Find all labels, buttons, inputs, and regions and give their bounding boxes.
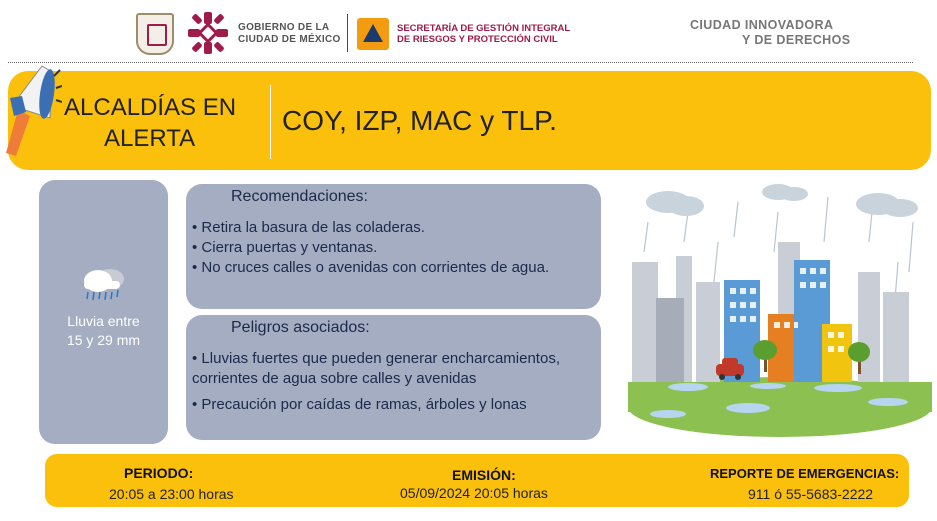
header [0,0,937,62]
periodo-label: PERIODO: [124,465,194,481]
rain-amount-text [40,312,167,350]
gobierno-line1: GOBIERNO DE LA [238,22,330,33]
ciudad-slogan [690,18,850,48]
alert-label-line2: ALERTA [104,125,196,152]
list-item: • Cierra puertas y ventanas. [192,238,549,258]
recomendaciones-panel [186,184,601,309]
header-divider [347,14,348,52]
list-item-continuation-text: corrientes de agua sobre calles y avenidas [192,370,477,387]
ciudad-line2: Y DE DERECHOS [742,33,851,47]
peligros-list [192,349,560,415]
list-item: • No cruces calles o avenidas con corrientes de agua. [192,258,549,278]
rain-line2: 15 y 29 mm [66,332,141,348]
header-dotted-line [8,62,913,63]
footer-bar [45,454,909,507]
reporte-value: 911 ó 55-5683-2222 [748,486,874,502]
secretaria-text [397,23,570,45]
megaphone-icon [2,58,62,158]
peligros-title: Peligros asociados: [231,319,370,336]
alert-label [64,92,236,154]
list-item: • Lluvias fuertes que pueden generar encharcamientos, [192,349,560,369]
secretaria-line1: SECRETARÍA DE GESTIÓN INTEGRAL [397,23,571,34]
emision-value: 05/09/2024 20:05 horas [400,485,548,501]
list-item: • Retira la basura de las coladeras. [192,218,549,238]
alert-label-line1: ALCALDÍAS EN [64,94,237,121]
sgirpc-logo [357,18,389,50]
recomendaciones-list [192,218,549,278]
gobierno-text [238,22,341,46]
gobierno-line2: CIUDAD DE MÉXICO [238,34,341,45]
coat-of-arms-logo [136,13,174,55]
recomendaciones-title: Recomendaciones: [231,188,368,205]
cdmx-logo [186,10,230,56]
reporte-label: REPORTE DE EMERGENCIAS: [710,466,900,481]
rainy-city-illustration [628,182,932,444]
periodo-value: 20:05 a 23:00 horas [109,486,234,502]
secretaria-line2: DE RIESGOS Y PROTECCIÓN CIVIL [397,34,558,45]
alert-separator [270,85,271,159]
list-item: • Precaución por caídas de ramas, árboles y lonas [192,395,560,415]
list-item-continuation [192,369,560,389]
emision-label: EMISIÓN: [452,467,516,483]
alert-alcaldias: COY, IZP, MAC y TLP. [282,105,557,136]
rain-line1: Lluvia entre [67,313,140,329]
rain-cloud-icon [80,265,130,305]
peligros-panel [186,315,601,440]
ciudad-line1: CIUDAD INNOVADORA [690,18,834,32]
